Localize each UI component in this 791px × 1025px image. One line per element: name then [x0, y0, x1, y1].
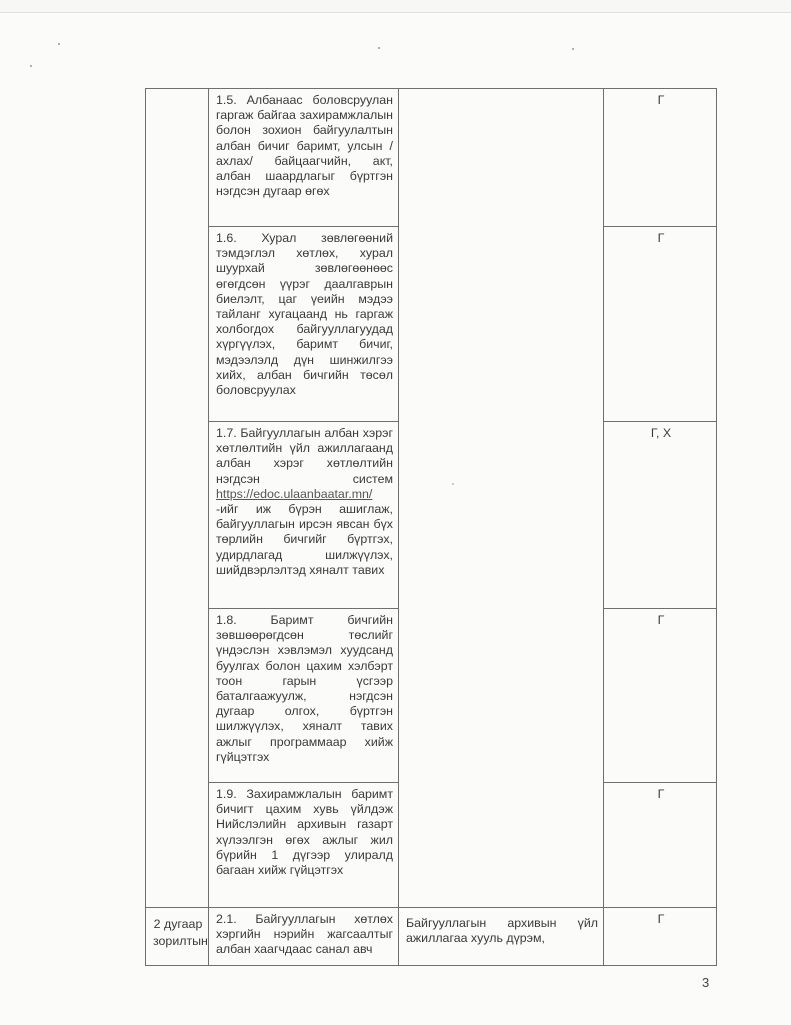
responsible-cell: Г — [604, 783, 717, 908]
page-number: 3 — [702, 975, 710, 990]
edoc-link[interactable]: https://edoc.ulaanbaatar.mn/ — [216, 486, 373, 501]
task-text: 2.1. Байгууллагын хөтлөх хэргийн нэрийн жагсаалтыг албан хаагчдаас санал авч — [216, 912, 393, 957]
task-text: 1.9. Захирамжлалын баримт бичигт цахим хувь үйлдэж Нийслэлийн архивын газарт хүлээлгэн өгөх ажлыг жил бүрийн 1 дүгээр улиралд багаан хийж гүйцэтгэх — [216, 787, 393, 878]
result-cell — [399, 89, 604, 908]
task-text: 1.8. Баримт бичгийн зөвшөөрөгдсөн төслийг үндэслэн хэвлэмэл хуудсанд буулгах болон цахим хэлбэрт тоон гарын үсгээр баталгаажуулж, нэгдсэн дугаар олгох, бүртгэн шилжүүлэх, хяналт тавих ажлыг программаар хийж гүйцэтгэх — [216, 613, 393, 764]
responsible-cell: Г — [604, 609, 717, 783]
task-cell — [209, 609, 399, 783]
scan-speck — [378, 47, 380, 49]
task-text: 1.5. Албанаас боловсруулан гаргаж байгаа захирамжлалын болон зохион байгуулалтын албан бичиг баримт, улсын /ахлах/ байцаагчийн, акт, албан шаардлагыг бүртгэн нэгдсэн дугаар өгөх — [216, 93, 393, 199]
task-cell — [209, 89, 399, 227]
responsible-cell: Г, Х — [604, 422, 717, 609]
responsible-cell: Г — [604, 908, 717, 966]
plan-table — [145, 88, 717, 966]
task-cell — [209, 908, 399, 966]
task-text — [216, 426, 393, 578]
scan-speck — [572, 48, 574, 50]
responsible-cell: Г — [604, 227, 717, 422]
objective-cell — [146, 89, 209, 908]
task-text-before-link: 1.7. Байгууллагын албан хэрэг хөтлөлтийн үйл ажиллагаанд албан хэрэг хөтлөлтийн нэгдсэн систем — [216, 426, 393, 486]
task-text-after-link: -ийг иж бүрэн ашиглаж, байгууллагын ирсэн явсан бүх төрлийн бичгийг бүртгэх, удирдлагад шилжүүлэх, шийдвэрлэлтэд хяналт тавих — [216, 502, 393, 577]
responsible-cell: Г — [604, 89, 717, 227]
scan-speck — [58, 43, 60, 45]
task-text: 1.6. Хурал зөвлөгөөний тэмдэглэл хөтлөх, хурал шуурхай зөвлөгөөнөөс өгөгдсөн үүрэг даалгаврын биелэлт, цаг үеийн мэдээ тайланг хугацаанд нь гаргаж холбогдох байгууллагуудад хүргүүлэх, баримт бичиг, мэдээлэлд дүн шинжилгээ хийх, албан бичгийн төсөл боловсруулах — [216, 231, 393, 398]
result-cell: Байгууллагын архивын үйл ажиллагаа хууль дүрэм, — [399, 908, 604, 966]
task-cell — [209, 422, 399, 609]
scan-speck — [30, 65, 32, 67]
objective-cell: 2 дугаар зорилтын — [146, 908, 209, 966]
task-cell — [209, 227, 399, 422]
task-cell — [209, 783, 399, 908]
table-row — [146, 89, 717, 227]
table-row — [146, 908, 717, 966]
